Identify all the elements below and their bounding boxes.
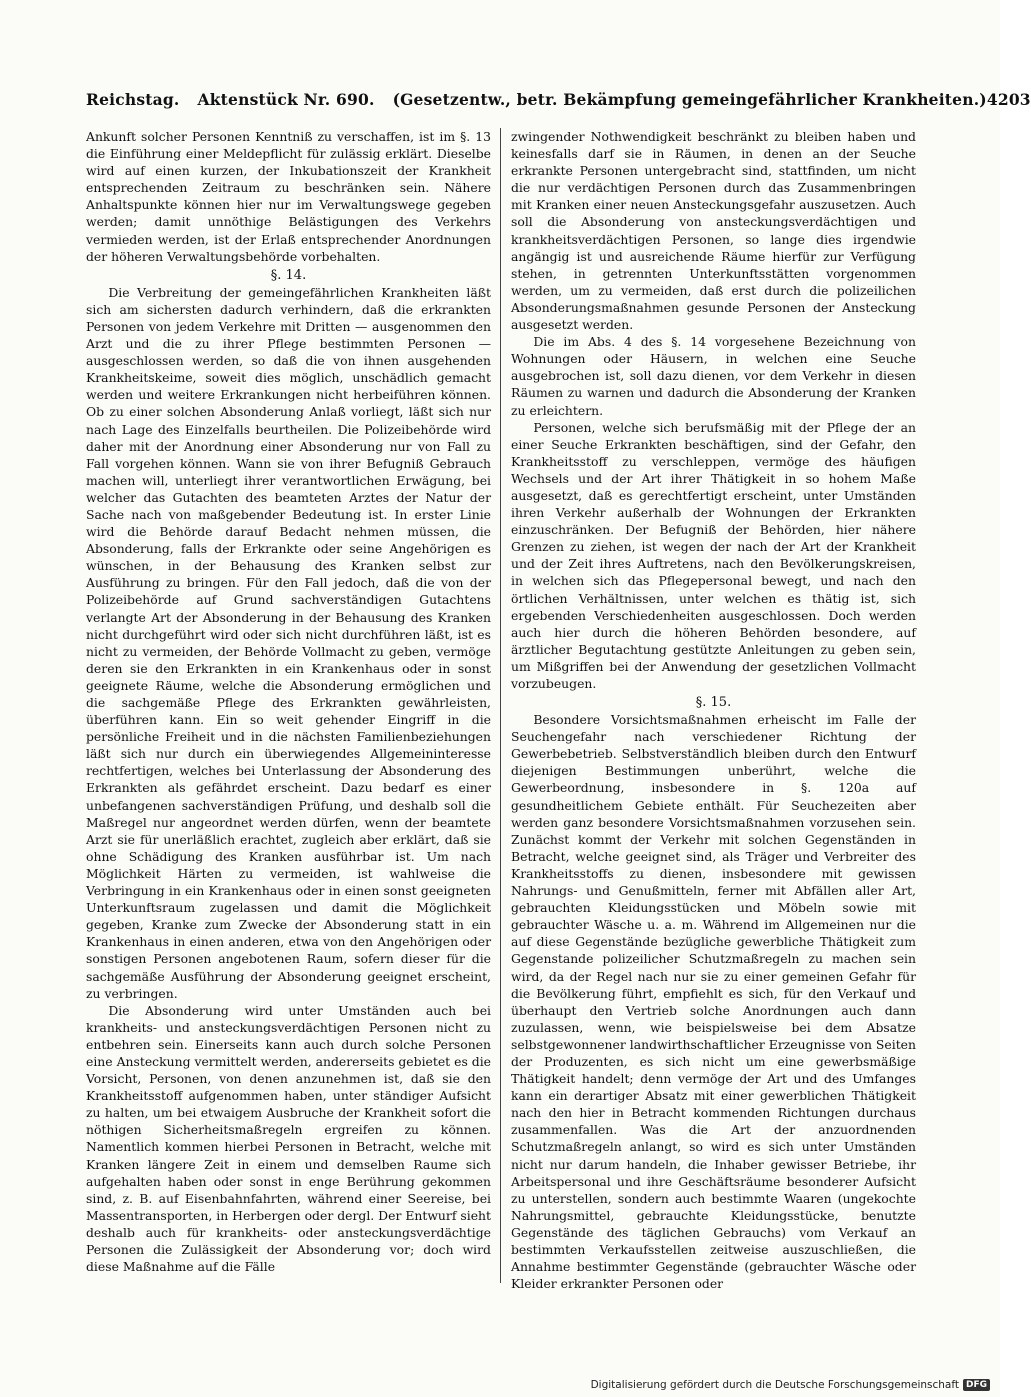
right-column [511, 128, 916, 1292]
paragraph: Die Absonderung wird unter Umständen auch bei krankheits- und ansteckungsverdächtigen Personen nicht zu entbehren sein. Einerseits kann auch durch solche Personen eine Ansteckung vermittelt werden, andererseits gebietet es die Vorsicht, Personen, von denen anzunehmen ist, daß sie den Krankheitsstoff aufgenommen haben, unter ständiger Aufsicht zu halten, um bei etwaigem Ausbruche der Krankheit sofort die nöthigen Sicherheitsmaßregeln ergreifen zu können. Namentlich kommen hierbei Personen in Betracht, welche mit Kranken längere Zeit in einem und demselben Raume sich aufgehalten haben oder sonst in enge Berührung gekommen sind, z. B. auf Eisenbahnfahrten, während einer Seereise, bei Massentransporten, in Herbergen oder dergl. Der Entwurf sieht deshalb auch für krankheits- oder ansteckungsverdächtige Personen die Zulässigkeit der Absonderung vor; doch wird diese Maßnahme auf die Fälle [86, 1002, 491, 1275]
dfg-logo-icon: DFG [963, 1379, 990, 1391]
section-heading: §. 15. [695, 695, 732, 711]
digitization-footer [591, 1379, 990, 1391]
paragraph: zwingender Nothwendigkeit beschränkt zu bleiben haben und keinesfalls darf sie in Räumen, in denen an der Seuche erkrankte Personen untergebracht sind, stattfinden, um nicht die nur verdächtigen Personen durch das Zusammenbringen mit Kranken einer neuen Ansteckungsgefahr auszusetzen. Auch soll die Absonderung von ansteckungsverdächtigen und krankheitsverdächtigen Personen, so lange dies irgendwie angängig ist und ausreichende Räume hierfür zur Verfügung stehen, in getrennten Unterkunftsstätten vorgenommen werden, um zu vermeiden, daß erst durch die polizeilichen Absonderungsmaßnahmen gesunde Personen der Ansteckung ausgesetzt werden. [511, 129, 916, 333]
left-column [86, 128, 491, 1275]
footer-text: Digitalisierung gefördert durch die Deutsche Forschungsgemeinschaft [590, 1379, 959, 1391]
header-aktenstueck: Aktenstück Nr. 690. [197, 89, 375, 109]
paragraph: Personen, welche sich berufsmäßig mit der Pflege der an einer Seuche Erkrankten beschäftigen, sind der Gefahr, den Krankheitsstoff zu verschleppen, vermöge des häufigen Wechsels und der Art ihrer Thätigkeit in so hohem Maße ausgesetzt, daß es gerechtfertigt erscheint, unter Umständen ihren Verkehr außerhalb der Wohnungen der Erkrankten einzuschränken. Der Befugniß der Behörden, hier nähere Grenzen zu ziehen, ist wegen der nach der Art der Krankheit und der Zeit ihres Auftretens, nach den Bevölkerungskreisen, in welchen sich das Pflegepersonal bewegt, und nach den örtlichen Verhältnissen, unter welchen es thätig ist, sich ergebenden Verschiedenheiten ausgeschlossen. Doch werden auch hier durch die höheren Behörden besondere, auf ärztlicher Begutachtung gestützte Anleitungen zu geben sein, um Mißgriffen bei der Anwendung der gesetzlichen Vollmacht vorzubeugen. [511, 419, 916, 691]
paragraph: Die im Abs. 4 des §. 14 vorgesehene Bezeichnung von Wohnungen oder Häusern, in welchen eine Seuche ausgebrochen ist, soll dazu dienen, vor dem Verkehr in diesen Räumen zu warnen und dadurch die Absonderung der Kranken zu erleichtern. [511, 334, 916, 418]
header-reichstag: Reichstag. [86, 89, 180, 109]
page-header [86, 86, 1031, 112]
paragraph: Besondere Vorsichtsmaßnahmen erheischt im Falle der Seuchengefahr nach verschiedener Richtung der Gewerbebetrieb. Selbstverständlich bleiben durch den Entwurf diejenigen Bestimmungen unberührt, welche die Gewerbeordnung, insbesondere in §. 120a auf gesundheitlichem Gebiete enthält. Für Seuchezeiten aber werden ganz besondere Vorsichtsmaßnahmen vorzusehen sein. Zunächst kommt der Verkehr mit solchen Gegenständen in Betracht, welche geeignet sind, als Träger und Verbreiter des Krankheitsstoffs zu dienen, insbesondere mit gewissen Nahrungs- und Genußmitteln, ferner mit Abfällen aller Art, gebrauchten Kleidungsstücken und Möbeln sowie mit gebrauchter Wäsche u. a. m. Während im Allgemeinen nur die auf diese Gegenstände bezügliche gewerbliche Thätigkeit zum Gegenstande polizeilicher Schutzmaßregeln zu machen sein wird, da der Regel nach nur sie zu einer gemeinen Gefahr für die Bevölkerung führt, empfiehlt es sich, für den Verkauf und überhaupt den Vertrieb solche Anordnungen auch dann zuzulassen, wenn, wie beispielsweise bei dem Absatze selbstgewonnener landwirthschaftlicher Erzeugnisse von Seiten der Produzenten, es sich nicht um eine gewerbsmäßige Thätigkeit handelt; denn vermöge der Art und des Umfanges kann ein derartiger Absatz mit einer gewerblichen Thätigkeit nach den hier in Betracht kommenden Richtungen durchaus zusammenfallen. Was die Art der anzuordnenden Schutzmaßregeln anlangt, so wird es sich unter Umständen nicht nur darum handeln, die Inhaber gewisser Betriebe, ihr Arbeitspersonal und ihre Geschäftsräume besonderer Aufsicht zu unterstellen, sondern auch bestimmte Waaren (ungekochte Nahrungsmittel, gebrauchte Kleidungsstücke, benutzte Gegenstände des täglichen Gebrauchs) vom Verkauf an bestimmten Verkaufsstellen zeitweise auszuschließen, die Annahme bestimmter Gegenstände (gebrauchter Wäsche oder Kleider erkrankter Personen oder [511, 712, 916, 1292]
section-heading: §. 14. [270, 267, 307, 283]
paragraph: Die Verbreitung der gemeingefährlichen Krankheiten läßt sich am sichersten dadurch verhindern, daß die erkrankten Personen von jedem Verkehre mit Dritten — ausgenommen den Arzt und die zu ihrer Pflege bestimmten Personen — ausgeschlossen werden, so daß die von ihnen ausgehenden Krankheitskeime, soweit dies möglich, unschädlich gemacht werden und weitere Erkrankungen nicht herbeiführen können. Ob zu einer solchen Absonderung Anlaß vorliegt, läßt sich nur nach Lage des Einzelfalls beurtheilen. Die Polizeibehörde wird daher mit der Anordnung einer Absonderung nur von Fall zu Fall vorgehen können. Wann sie von ihrer Befugniß Gebrauch machen will, unterliegt ihrer verantwortlichen Erwägung, bei welcher das Gutachten des beamteten Arztes der Natur der Sache nach von maßgebender Bedeutung ist. In erster Linie wird die Behörde darauf Bedacht nehmen müssen, die Absonderung, falls der Erkrankte oder seine Angehörigen es wünschen, in der Behausung des Kranken selbst zur Ausführung zu bringen. Für den Fall jedoch, daß die von der Polizeibehörde auf Grund sachverständigen Gutachtens verlangte Art der Absonderung in der Behausung des Kranken nicht durchgeführt wird oder sich nicht durchführen läßt, ist es nicht zu vermeiden, der Behörde Vollmacht zu geben, vermöge deren sie den Erkrankten in ein Krankenhaus oder in sonst geeignete Räume, welche die Absonderung ermöglichen und die sachgemäße Pflege des Erkrankten gewährleisten, überführen kann. Ein so weit gehender Eingriff in die persönliche Freiheit und in die nächsten Familienbeziehungen läßt sich nur durch ein überwiegendes Allgemeininteresse rechtfertigen, welches bei Unterlassung der Absonderung des Erkrankten als gefährdet erscheint. Dazu bedarf es einer unbefangenen sachverständigen Prüfung, und deshalb soll die Maßregel nur angeordnet werden dürfen, wenn der beamtete Arzt sie für unerläßlich erachtet, zugleich aber erklärt, daß sie ohne Schädigung des Kranken ausführbar ist. Um nach Möglichkeit Härten zu vermeiden, ist wahlweise die Verbringung in ein Krankenhaus oder in einen sonst geeigneten Unterkunftsraum zugelassen und damit die Möglichkeit gegeben, Kranke zum Zwecke der Absonderung statt in ein Krankenhaus in einen anderen, etwa von den Angehörigen oder sonstigen Personen angebotenen Raum, sofern dieser für die sachgemäße Ausführung der Absonderung geeignet erscheint, zu verbringen. [86, 284, 491, 1001]
paragraph: Ankunft solcher Personen Kenntniß zu verschaffen, ist im §. 13 die Einführung einer Meldepflicht für zulässig erklärt. Dieselbe wird auf einen kurzen, der Inkubationszeit der Krankheit entsprechenden Zeitraum zu beschränken sein. Nähere Anhaltspunkte können hier nur im Verwaltungswege gegeben werden; damit unnöthige Belästigungen des Verkehrs vermieden werden, ist der Erlaß entsprechender Anordnungen der höheren Verwaltungsbehörde vorbehalten. [86, 129, 491, 264]
column-divider [500, 128, 501, 1283]
header-subject: (Gesetzentw., betr. Bekämpfung gemeingefährlicher Krankheiten.) [392, 89, 987, 109]
header-title [86, 90, 987, 109]
page-number: 4203 [986, 89, 1031, 109]
